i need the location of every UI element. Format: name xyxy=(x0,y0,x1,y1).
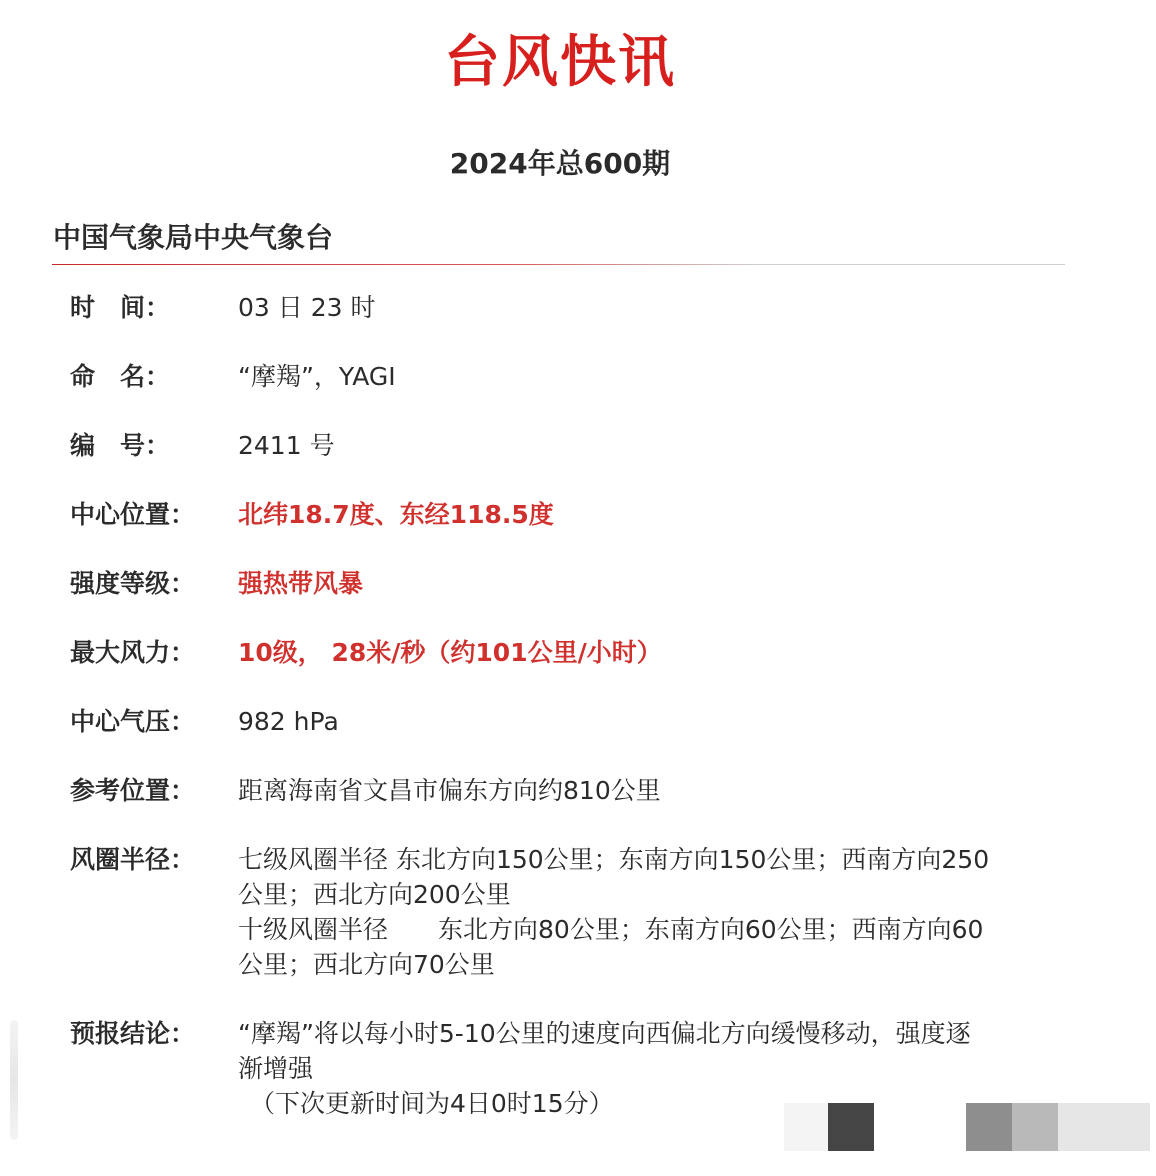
field-value xyxy=(238,1016,1050,1121)
field-value: “摩羯”，YAGI xyxy=(238,362,396,391)
blurred-block xyxy=(828,1103,874,1151)
page-title: 台风快讯 xyxy=(444,30,676,95)
field-center-pressure xyxy=(70,704,1050,773)
field-label: 风圈半径： xyxy=(70,845,196,874)
blurred-block xyxy=(1012,1103,1058,1151)
typhoon-info-list xyxy=(70,290,1050,1118)
field-value xyxy=(238,842,1050,982)
field-value: 距离海南省文昌市偏东方向约810公里 xyxy=(238,776,661,805)
blurred-block xyxy=(966,1103,1012,1151)
field-label: 编 号： xyxy=(70,431,171,460)
field-label: 时 间： xyxy=(70,293,171,322)
wind-radius-line: 十级风圈半径 东北方向80公里；东南方向60公里；西南方向60 xyxy=(238,915,984,944)
field-intensity-level xyxy=(70,566,1050,635)
header-divider xyxy=(52,264,1065,265)
field-center-position xyxy=(70,497,1050,566)
field-label: 中心位置： xyxy=(70,500,196,529)
forecast-line: “摩羯”将以每小时5-10公里的速度向西偏北方向缓慢移动，强度逐 xyxy=(238,1019,971,1048)
field-value-highlight: 强热带风暴 xyxy=(238,569,364,598)
field-name xyxy=(70,359,1050,428)
field-value-highlight: 北纬18.7度、东经118.5度 xyxy=(238,500,554,529)
forecast-line: 渐增强 xyxy=(238,1054,314,1083)
field-label: 命 名： xyxy=(70,362,171,391)
field-label: 中心气压： xyxy=(70,707,196,736)
field-label: 强度等级： xyxy=(70,569,196,598)
issue-number: 2024年总600期 xyxy=(449,147,671,180)
wind-radius-line: 公里；西北方向200公里 xyxy=(238,880,511,909)
next-update-note: （下次更新时间为4日0时15分） xyxy=(250,1089,614,1118)
field-value: 982 hPa xyxy=(238,707,339,736)
field-number xyxy=(70,428,1050,497)
field-label: 预报结论： xyxy=(70,1019,196,1048)
scrollbar-hint xyxy=(10,1020,18,1140)
field-value: 03 日 23 时 xyxy=(238,293,376,322)
field-reference-position xyxy=(70,773,1050,842)
field-value: 2411 号 xyxy=(238,431,335,460)
field-label: 参考位置： xyxy=(70,776,196,805)
field-label: 最大风力： xyxy=(70,638,196,667)
blurred-block xyxy=(1058,1103,1150,1151)
field-wind-radius xyxy=(70,842,1050,1016)
field-value-highlight: 10级， 28米/秒（约101公里/小时） xyxy=(238,638,662,667)
field-forecast xyxy=(70,1016,1050,1118)
blurred-block xyxy=(784,1103,828,1151)
field-time xyxy=(70,290,1050,359)
wind-radius-line: 七级风圈半径 东北方向150公里；东南方向150公里；西南方向250 xyxy=(238,845,990,874)
field-max-wind xyxy=(70,635,1050,704)
agency-name: 中国气象局中央气象台 xyxy=(53,221,334,254)
wind-radius-line: 公里；西北方向70公里 xyxy=(238,950,495,979)
